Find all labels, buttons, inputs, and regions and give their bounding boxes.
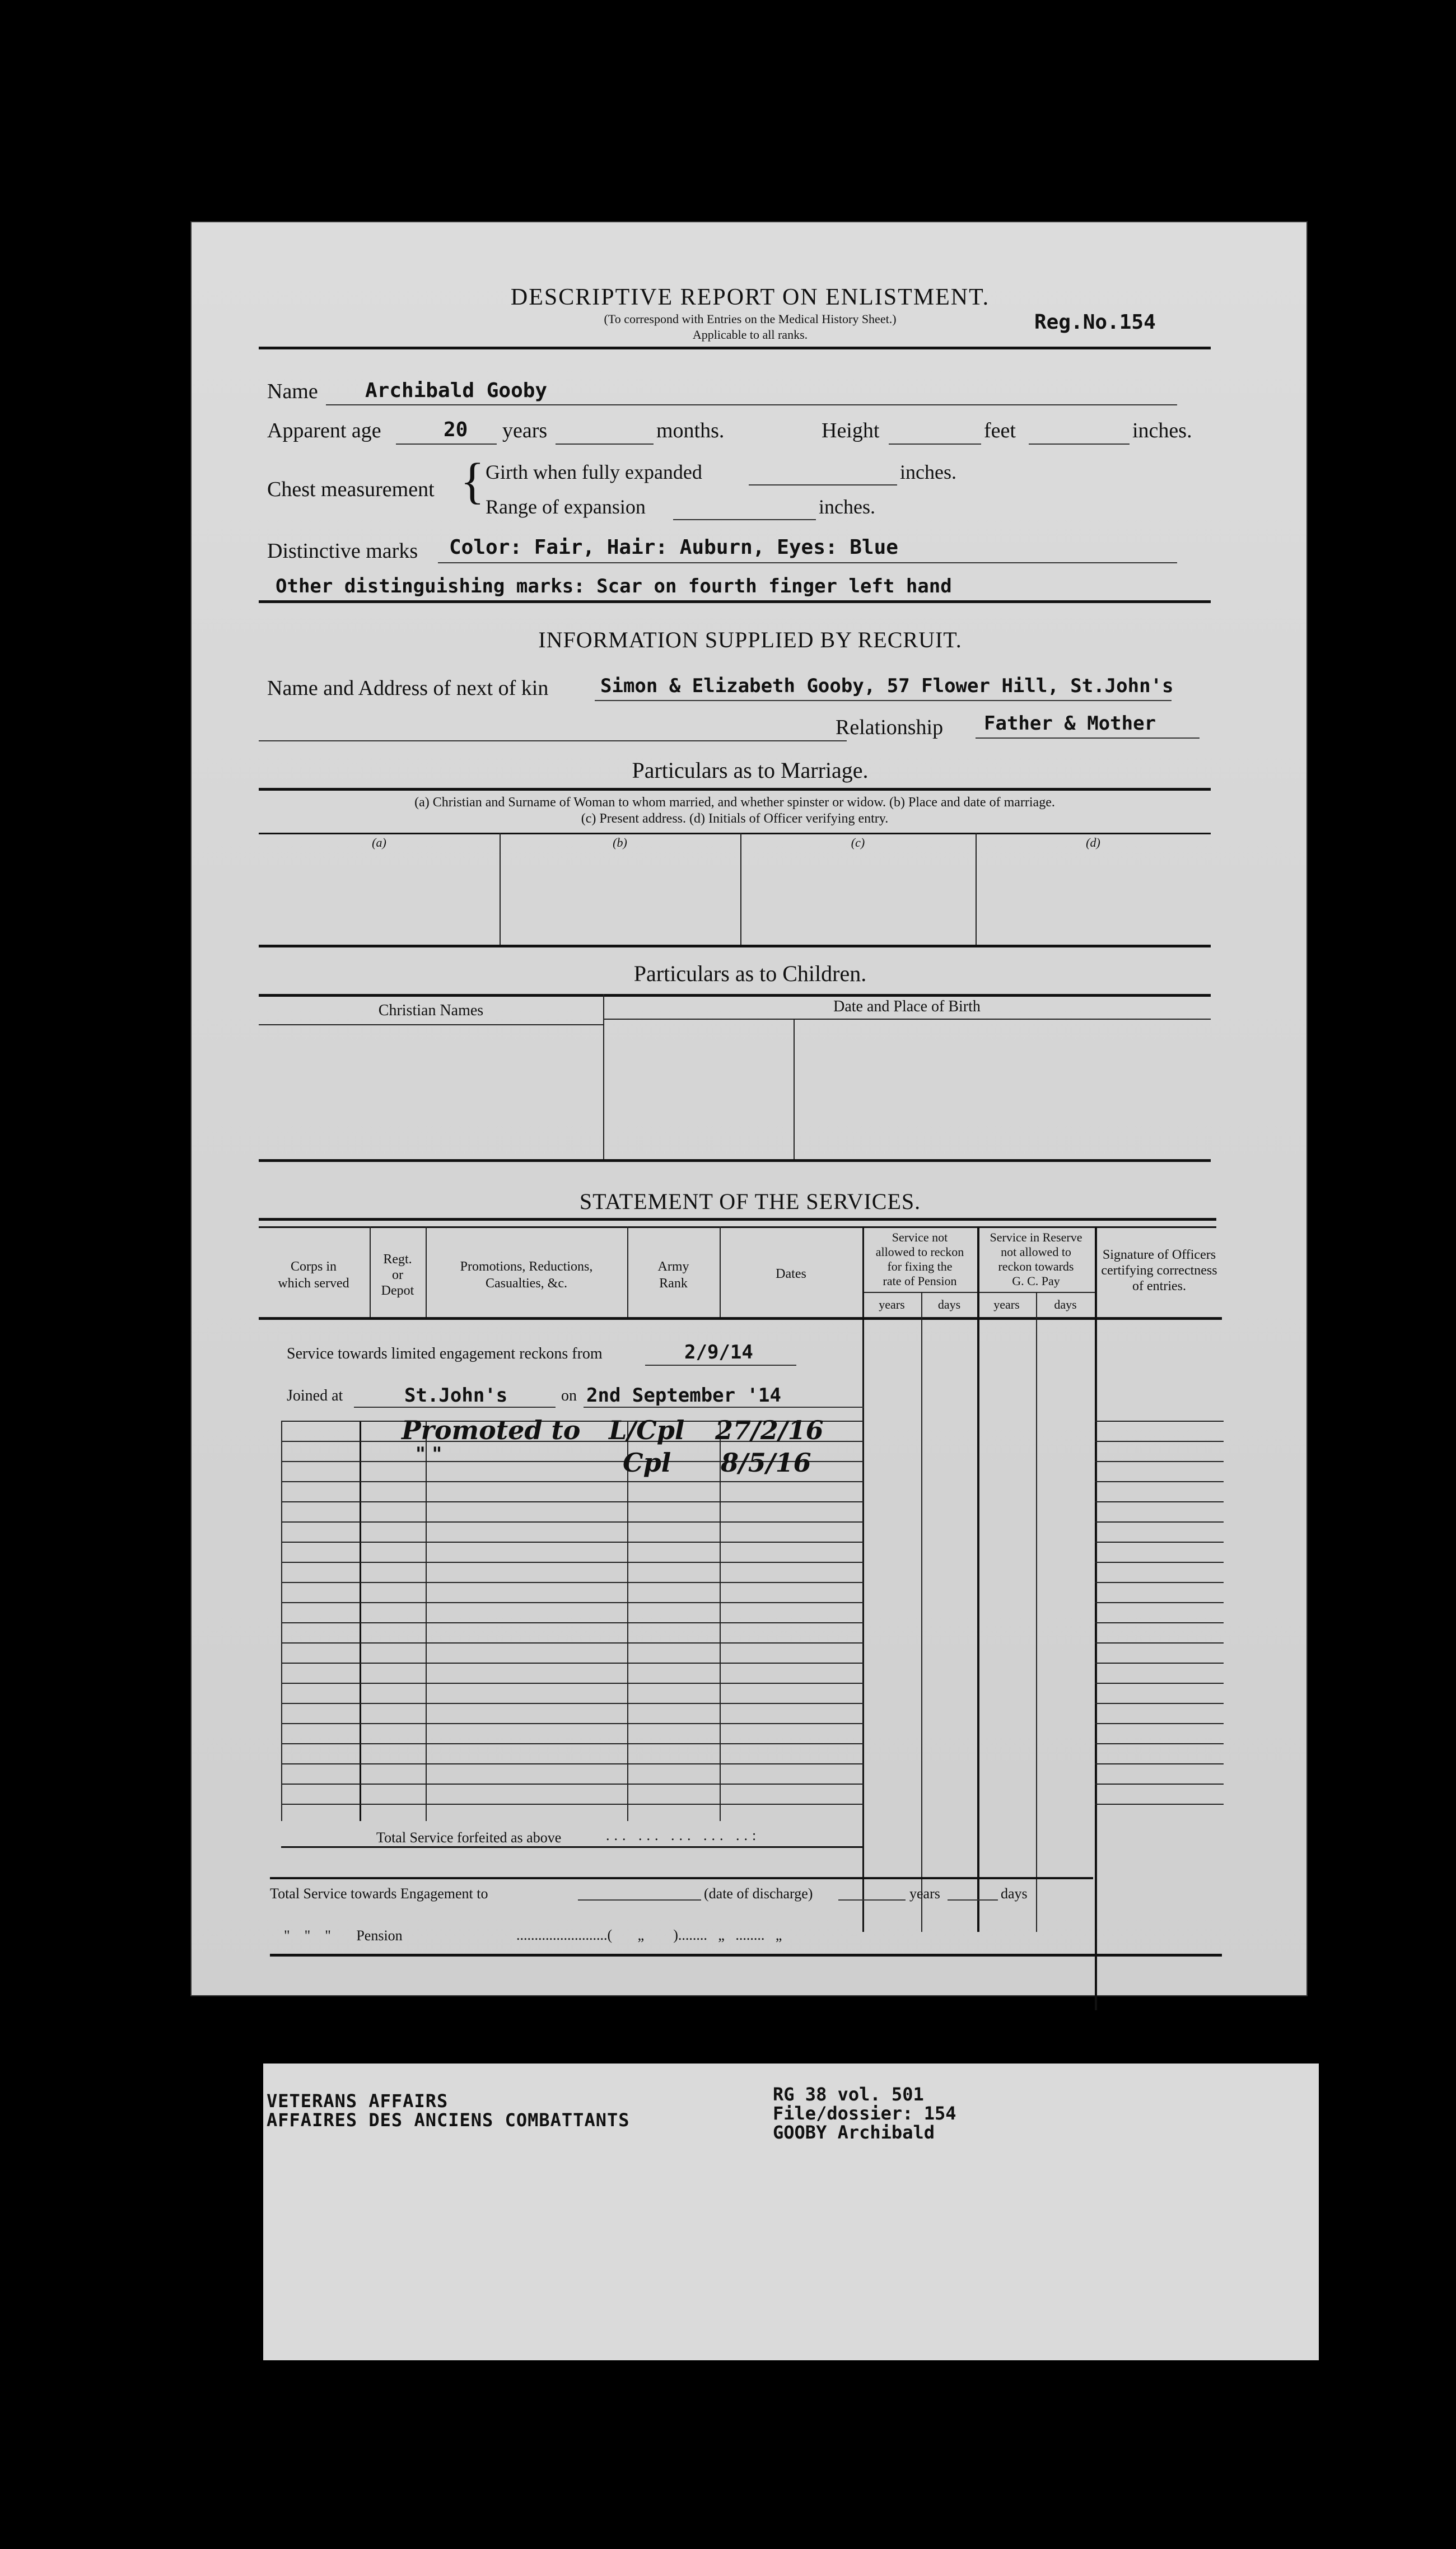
grid-row-line-sig [1095, 1663, 1224, 1664]
children-col-names: Christian Names [378, 1002, 484, 1019]
archive-left-line-2: AFFAIRES DES ANCIENS COMBATTANTS [267, 2109, 630, 2131]
grid-row-line-sig [1095, 1562, 1224, 1563]
form-title: DESCRIPTIVE REPORT ON ENLISTMENT. [510, 284, 990, 310]
entry-2-promotion: " " [416, 1443, 442, 1465]
archive-left-line-1: VETERANS AFFAIRS [267, 2090, 449, 2112]
name-value: Archibald Gooby [365, 379, 548, 402]
archive-right-line-3: GOOBY Archibald [773, 2122, 935, 2143]
col-dates: Dates [776, 1267, 806, 1281]
marriage-col-a: (a) [372, 835, 386, 849]
grid-row-line [281, 1562, 864, 1563]
children-col-birth: Date and Place of Birth [833, 998, 981, 1015]
marriage-rule-top [259, 788, 1211, 791]
entry-1-rank: L/Cpl [609, 1415, 685, 1445]
kin-label: Name and Address of next of kin [267, 676, 549, 700]
feet-label: feet [984, 419, 1016, 442]
grid-row-line-sig [1095, 1622, 1224, 1623]
total-days-label: days [1001, 1885, 1028, 1902]
services-header-rule [259, 1317, 1222, 1320]
distinctive-line [438, 562, 1177, 563]
grid-row-line-sig [1095, 1521, 1224, 1523]
col-div-pension-days [921, 1292, 922, 1932]
grid-row-line [281, 1683, 864, 1684]
forfeited-dots: ... ... ... ... ..: [606, 1827, 761, 1843]
marriage-note-1: (a) Christian and Surname of Woman to whom married, and whether spinster or widow. (b) Place and date of marriage. [414, 795, 1055, 810]
enlistment-form-sheet [190, 221, 1308, 1996]
reserve-days: days [1054, 1297, 1077, 1311]
other-marks: Other distinguishing marks: Scar on fourth finger left hand [276, 575, 952, 597]
joined-label: Joined at [287, 1387, 343, 1404]
form-subtitle-1: (To correspond with Entries on the Medical History Sheet.) [604, 312, 897, 326]
marks-rule [259, 600, 1211, 603]
col-div-signature [1095, 1226, 1097, 2010]
marriage-heading: Particulars as to Marriage. [632, 758, 869, 783]
girth-inches: inches. [900, 461, 956, 483]
children-divider-2 [794, 1019, 795, 1159]
joined-on-label: on [561, 1387, 577, 1404]
grid-bottom [281, 1846, 864, 1848]
col-regt: Regt. or Depot [381, 1252, 414, 1298]
archive-right-line-1: RG 38 vol. 501 [773, 2084, 924, 2105]
hdr-div-1 [370, 1226, 371, 1317]
grid-row-line-sig [1095, 1602, 1224, 1603]
grid-row-line [281, 1703, 864, 1704]
hdr-div-2 [426, 1226, 427, 1317]
grid-row-line [281, 1481, 864, 1482]
grid-row-line [281, 1622, 864, 1623]
marriage-divider-2 [740, 833, 741, 945]
marriage-col-d: (d) [1086, 835, 1100, 849]
marriage-rule-mid [259, 833, 1211, 834]
grid-row-line-sig [1095, 1743, 1224, 1744]
grid-row-line [281, 1743, 864, 1744]
grid-row-line-sig [1095, 1542, 1224, 1543]
engagement-value: 2/9/14 [684, 1341, 753, 1364]
grid-row-line-sig [1095, 1804, 1224, 1805]
col-reserve: Service in Reserve not allowed to reckon towards G. C. Pay [990, 1230, 1082, 1288]
forfeited-label: Total Service forfeited as above [376, 1829, 562, 1846]
kin-value: Simon & Elizabeth Gooby, 57 Flower Hill, St.John's [600, 675, 1174, 697]
col-div-pension [862, 1226, 864, 1932]
marriage-col-c: (c) [851, 835, 865, 849]
grid-row-line-sig [1095, 1501, 1224, 1502]
distinctive-label: Distinctive marks [267, 539, 418, 563]
grid-row-line [281, 1602, 864, 1603]
grid-row-line-sig [1095, 1441, 1224, 1442]
grid-row-line [281, 1521, 864, 1523]
col-signature: Signature of Officers certifying correctness of entries. [1101, 1248, 1217, 1294]
engagement-label: Service towards limited engagement reckons from [287, 1345, 603, 1362]
entry-2-date: 8/5/16 [721, 1448, 811, 1478]
hdr-div-3 [627, 1226, 628, 1317]
height-feet-line [889, 443, 981, 445]
total-days-line [948, 1899, 998, 1901]
pension-years: years [879, 1297, 905, 1311]
range-inches: inches. [819, 496, 875, 518]
kin-line-2 [259, 740, 847, 741]
header-rule [259, 347, 1211, 349]
months-line [556, 443, 654, 445]
services-rule-top-2 [259, 1226, 1216, 1228]
chest-brace: { [460, 454, 485, 509]
total-years-line [838, 1899, 906, 1901]
grid-row-line-sig [1095, 1723, 1224, 1724]
age-line [396, 443, 497, 445]
totals-rule [270, 1877, 1093, 1879]
entry-1-promotion: Promoted to [402, 1415, 581, 1445]
grid-row-line [281, 1642, 864, 1644]
chest-label: Chest measurement [267, 478, 435, 501]
engagement-line [645, 1365, 796, 1366]
age-value: 20 [444, 418, 468, 441]
col-div-reserve [977, 1226, 979, 1932]
grid-row-line [281, 1763, 864, 1764]
kin-line [595, 700, 1172, 701]
grid-row-line-sig [1095, 1784, 1224, 1785]
range-line [673, 519, 816, 520]
entry-1-date: 27/2/16 [715, 1415, 824, 1445]
services-heading: STATEMENT OF THE SERVICES. [579, 1189, 921, 1214]
total-label: Total Service towards Engagement to [270, 1885, 488, 1902]
grid-row-line [281, 1501, 864, 1502]
inches-label: inches. [1132, 419, 1192, 442]
grid-row-line [281, 1804, 864, 1805]
girth-label: Girth when fully expanded [486, 461, 702, 483]
reg-number: Reg.No.154 [1034, 311, 1156, 334]
grid-row-line [281, 1663, 864, 1664]
children-heading: Particulars as to Children. [633, 961, 867, 986]
joined-place: St.John's [404, 1384, 508, 1407]
grid-row-line-sig [1095, 1703, 1224, 1704]
col-promotions: Promotions, Reductions, Casualties, &c. [460, 1259, 593, 1291]
children-rule-bottom [259, 1159, 1211, 1162]
archive-label-card [263, 2064, 1319, 2360]
relationship-line [976, 737, 1200, 739]
info-heading: INFORMATION SUPPLIED BY RECRUIT. [538, 627, 962, 652]
archive-right-line-2: File/dossier: 154 [773, 2103, 956, 2124]
name-line [326, 404, 1177, 405]
grid-row-line-sig [1095, 1683, 1224, 1684]
height-label: Height [822, 419, 880, 442]
age-label: Apparent age [267, 419, 381, 442]
entry-2-rank: Cpl [623, 1448, 671, 1478]
grid-row-line-sig [1095, 1763, 1224, 1764]
marriage-divider-1 [500, 833, 501, 945]
pension-days: days [937, 1297, 961, 1311]
children-divider-1 [603, 994, 604, 1159]
name-label: Name [267, 380, 318, 403]
distinctive-value: Color: Fair, Hair: Auburn, Eyes: Blue [449, 536, 898, 559]
grid-row-line-sig [1095, 1642, 1224, 1644]
marriage-divider-3 [976, 833, 977, 945]
joined-date-line [584, 1407, 864, 1408]
services-rule-top [259, 1218, 1216, 1221]
pension-fill: .........................( „ )........ „ ........ „ [516, 1927, 782, 1943]
grid-row-line [281, 1723, 864, 1724]
grid-row-line-sig [1095, 1461, 1224, 1462]
height-inches-line [1029, 443, 1130, 445]
col-corps: Corps in which served [278, 1259, 349, 1291]
range-label: Range of expansion [486, 496, 646, 518]
marriage-note-2: (c) Present address. (d) Initials of Officer verifying entry. [581, 811, 889, 826]
children-rule-top [259, 994, 1211, 997]
relationship-label: Relationship [836, 716, 944, 739]
hdr-div-4 [720, 1226, 721, 1317]
col-rank: Army Rank [657, 1259, 689, 1291]
years-label: years [502, 419, 548, 442]
discharge-label: (date of discharge) [704, 1885, 813, 1902]
pension-line: " " " Pension [284, 1927, 403, 1944]
grid-row-line [281, 1582, 864, 1583]
total-years-label: years [909, 1885, 940, 1902]
relationship-value: Father & Mother [984, 712, 1156, 735]
grid-row-line [281, 1784, 864, 1785]
joined-date: 2nd September '14 [586, 1384, 781, 1407]
joined-place-line [354, 1407, 556, 1408]
grid-row-line-sig [1095, 1582, 1224, 1583]
marriage-col-b: (b) [613, 835, 627, 849]
grid-row-line-sig [1095, 1481, 1224, 1482]
marriage-rule-bottom [259, 945, 1211, 947]
form-subtitle-2: Applicable to all ranks. [692, 328, 808, 342]
reserve-years: years [993, 1297, 1020, 1311]
grid-row-line [281, 1542, 864, 1543]
col-pension: Service not allowed to reckon for fixing the rate of Pension [875, 1230, 964, 1288]
months-label: months. [656, 419, 725, 442]
col-div-reserve-days [1036, 1292, 1037, 1932]
children-header-rule-2 [603, 1019, 1211, 1020]
children-header-rule-1 [259, 1024, 603, 1025]
total-line [578, 1899, 701, 1901]
form-bottom-rule [270, 1954, 1222, 1957]
grid-row-line-sig [1095, 1421, 1224, 1422]
girth-line [749, 484, 897, 485]
